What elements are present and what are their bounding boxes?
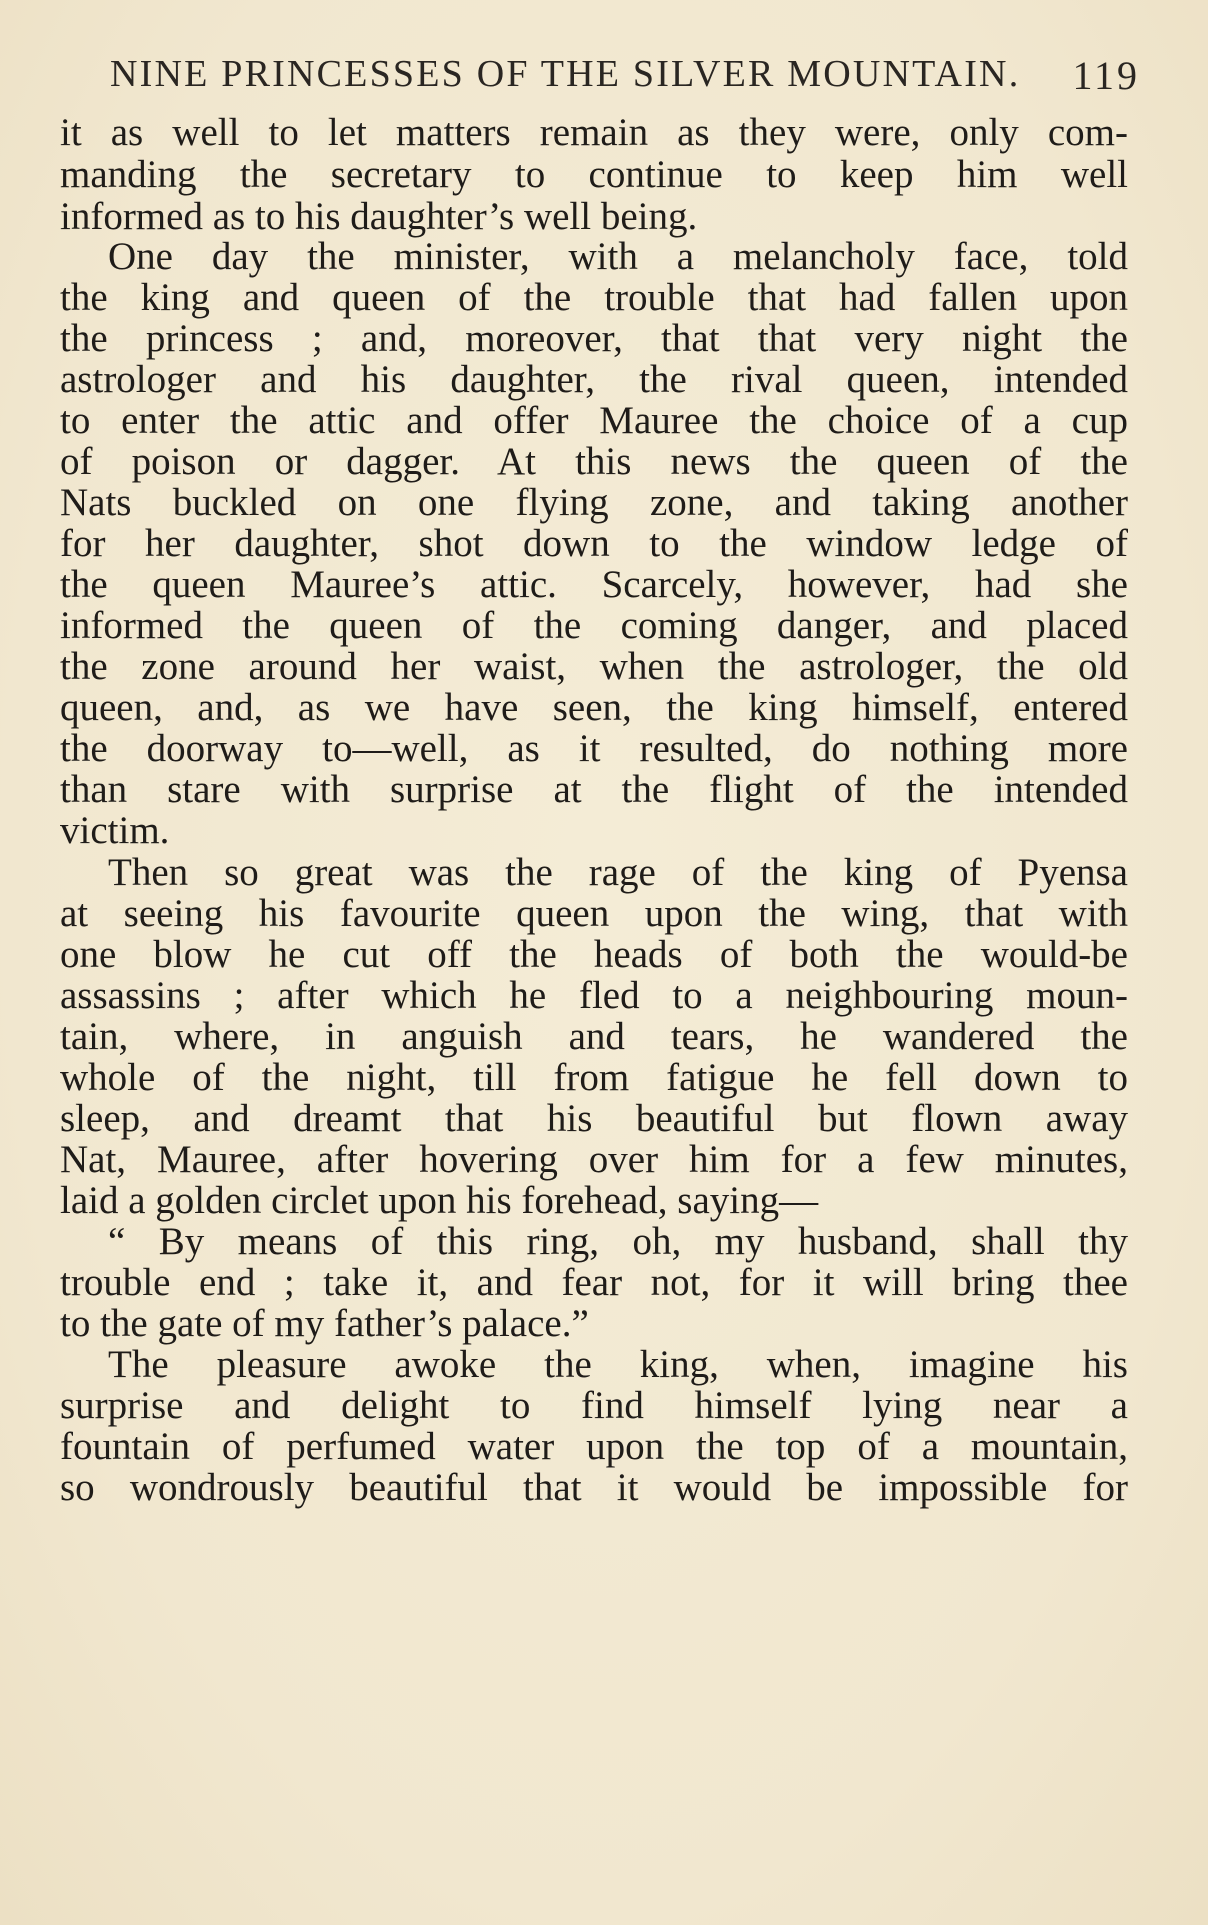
text-line: The pleasure awoke the king, when, imagine his — [108, 1343, 1128, 1386]
text-line: Nat, Mauree, after hovering over him for a few minutes, — [60, 1138, 1128, 1181]
text-line: queen, and, as we have seen, the king himself, entered — [60, 686, 1128, 729]
running-head: NINE PRINCESSES OF THE SILVER MOUNTAIN. — [110, 53, 1021, 95]
text-line: to enter the attic and offer Mauree the choice of a cup — [60, 399, 1128, 442]
text-line: trouble end ; take it, and fear not, for it will bring thee — [60, 1261, 1128, 1304]
text-line: One day the minister, with a melancholy face, told — [108, 235, 1128, 278]
text-line: the princess ; and, moreover, that that very night the — [60, 317, 1128, 360]
text-line: the king and queen of the trouble that had fallen upon — [60, 276, 1128, 319]
text-line: laid a golden circlet upon his forehead, saying— — [60, 1179, 819, 1222]
text-line: manding the secretary to continue to keep him well — [60, 153, 1128, 196]
text-line: assassins ; after which he fled to a neighbouring moun- — [60, 974, 1128, 1017]
text-line: one blow he cut off the heads of both the would-be — [60, 933, 1128, 976]
text-line: the zone around her waist, when the astrologer, the old — [60, 645, 1128, 688]
text-line: of poison or dagger. At this news the queen of the — [60, 440, 1128, 483]
text-line: tain, where, in anguish and tears, he wandered the — [60, 1015, 1128, 1058]
text-line: at seeing his favourite queen upon the wing, that with — [60, 892, 1128, 935]
text-line: the queen Mauree’s attic. Scarcely, however, had she — [60, 563, 1128, 606]
text-line: informed the queen of the coming danger, and placed — [60, 604, 1128, 647]
text-line: informed as to his daughter’s well being. — [60, 195, 698, 238]
text-line: whole of the night, till from fatigue he fell down to — [60, 1056, 1128, 1099]
text-line: “ By means of this ring, oh, my husband, shall thy — [108, 1220, 1128, 1263]
text-line: for her daughter, shot down to the window ledge of — [60, 522, 1128, 565]
page-header — [110, 52, 1140, 112]
page-number: 119 — [1072, 53, 1140, 98]
text-line: fountain of perfumed water upon the top of a mountain, — [60, 1425, 1128, 1468]
text-line: to the gate of my father’s palace.” — [60, 1302, 589, 1345]
text-line: surprise and delight to find himself lying near a — [60, 1384, 1128, 1427]
text-line: it as well to let matters remain as they were, only com- — [60, 111, 1128, 154]
text-line: sleep, and dreamt that his beautiful but flown away — [60, 1097, 1128, 1140]
text-line: Then so great was the rage of the king of Pyensa — [108, 851, 1128, 894]
text-line: so wondrously beautiful that it would be impossible for — [60, 1466, 1128, 1509]
text-line: astrologer and his daughter, the rival queen, intended — [60, 358, 1128, 401]
text-line: the doorway to—well, as it resulted, do nothing more — [60, 727, 1128, 770]
text-line: victim. — [60, 809, 170, 852]
text-line: Nats buckled on one flying zone, and taking another — [60, 481, 1128, 524]
text-line: than stare with surprise at the flight of the intended — [60, 768, 1128, 811]
